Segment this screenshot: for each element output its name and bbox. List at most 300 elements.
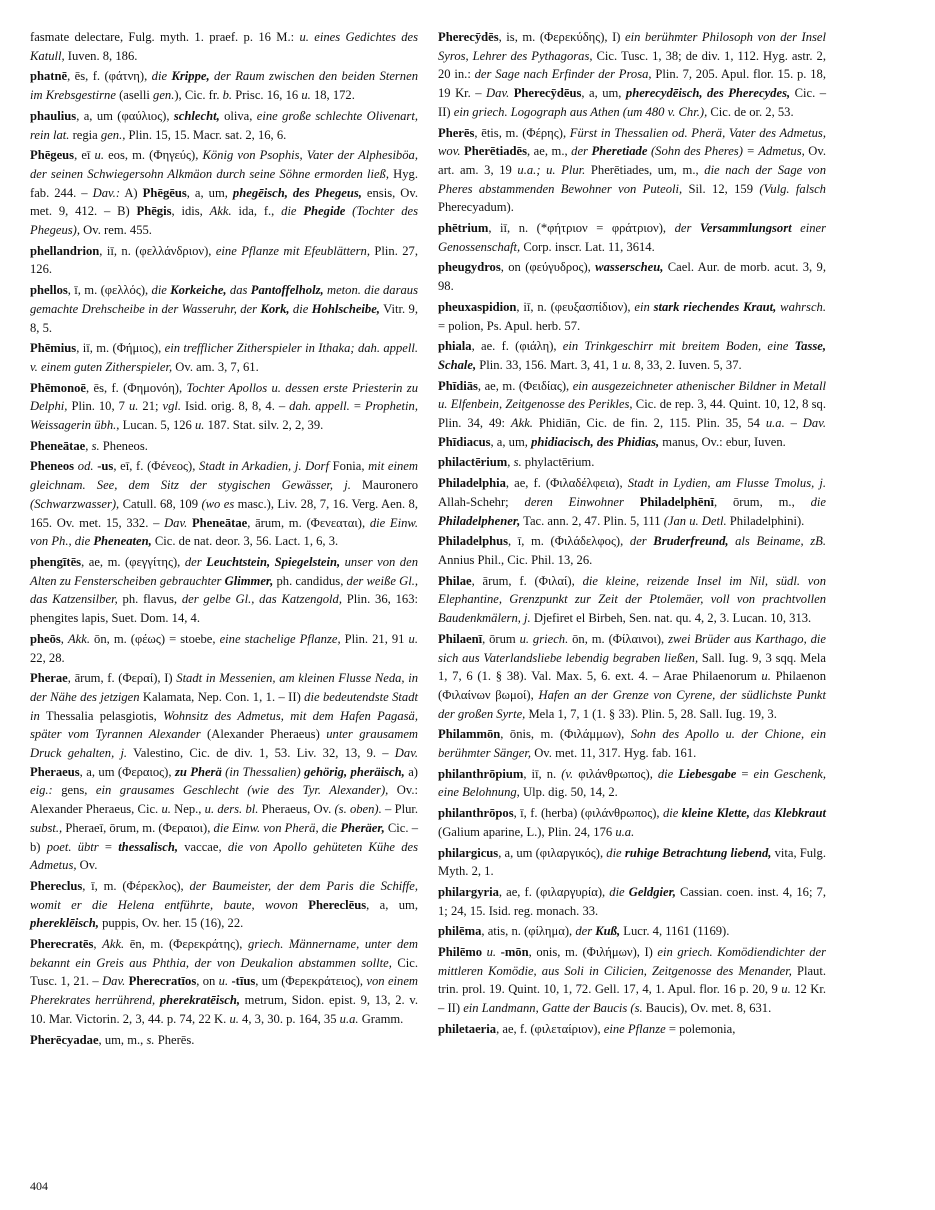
dictionary-entry bbox=[438, 844, 826, 881]
entry-text: u. bbox=[161, 802, 171, 817]
entry-text: ein grausames Geschlecht (wie des Tyr. Alexander), bbox=[95, 783, 389, 798]
entry-text: , a, um, bbox=[186, 185, 233, 200]
entry-headword: Phīdiās bbox=[438, 378, 478, 393]
entry-text: Allah-Schehr; bbox=[438, 494, 525, 509]
dictionary-entry bbox=[30, 281, 418, 337]
entry-text: poet. übtr bbox=[46, 839, 99, 854]
entry-headword: Pherēs bbox=[438, 125, 475, 140]
entry-text: Sil. 12, 159 bbox=[682, 181, 760, 196]
entry-text: Cic. de rep. 3, 44. Quint. 10, 12, 8 sq. Plin. 34, 49: bbox=[438, 397, 827, 431]
entry-text: vaccae, bbox=[178, 839, 228, 854]
entry-text: vgl. bbox=[162, 399, 182, 414]
entry-text: u. ders. bl. bbox=[204, 802, 259, 817]
entry-text: (v. bbox=[561, 766, 574, 781]
entry-text: Pheraeī, ōrum, m. (Φεραιοι), bbox=[62, 820, 214, 835]
entry-text: meton. die daraus gemachte Drehscheibe in der Wasseruhr, der bbox=[30, 283, 418, 316]
entry-text: , ae, f. (φιλεταίριον), bbox=[496, 1021, 604, 1036]
entry-text: phylactērium. bbox=[521, 455, 595, 470]
entry-text: der gelbe Gl., das Katzengold, bbox=[181, 592, 342, 607]
entry-headword: Pheneos bbox=[30, 459, 75, 474]
entry-text: gehörig, pheräisch, bbox=[304, 764, 405, 779]
dictionary-entry bbox=[30, 935, 418, 1029]
entry-text: der bbox=[575, 924, 596, 939]
entry-text: 22, 28. bbox=[30, 650, 65, 665]
entry-text: Pheneaten, bbox=[93, 534, 152, 549]
entry-text: gens, bbox=[52, 783, 96, 798]
entry-text: – Plur. bbox=[381, 802, 419, 817]
entry-headword: phiala bbox=[438, 339, 472, 354]
entry-text: , a, um, bbox=[366, 897, 418, 912]
entry-text: 187. Stat. silv. 2, 2, 39. bbox=[204, 418, 324, 433]
entry-headword: philetaeria bbox=[438, 1021, 497, 1036]
entry-text: , bbox=[60, 631, 68, 646]
entry-headword: Philadelphia bbox=[438, 476, 506, 491]
entry-text: , ārum, m. (Φενεαται), bbox=[247, 515, 370, 530]
entry-text: Plin. 36, 163: phengites lapis, Suet. Dom. 14, 4. bbox=[30, 592, 418, 626]
entry-text: s. bbox=[146, 1032, 155, 1047]
entry-text: b. bbox=[222, 88, 233, 103]
entry-text: , a, um, bbox=[490, 434, 532, 449]
entry-text: , ārum, f. (Φεραί), I) bbox=[67, 671, 177, 686]
dictionary-entry bbox=[30, 28, 418, 65]
entry-headword: Pherētiadēs bbox=[464, 144, 527, 159]
entry-text: ein berühmter Philosoph von der Insel Syros, Lehrer des Pythagoras, bbox=[438, 30, 826, 63]
entry-text: das Katzensilber, bbox=[30, 592, 118, 607]
entry-text: Plin. 10, 7 bbox=[67, 399, 129, 414]
entry-text: unser von den Alten zu Fensterscheiben gebrauchter bbox=[30, 554, 418, 588]
entry-text: (Sohn des Pheres) = Admetus, bbox=[647, 144, 805, 159]
entry-text: (in Thessalien) bbox=[221, 764, 305, 779]
entry-text: Cic. – II) bbox=[438, 86, 827, 119]
entry-text: phereklēisch, bbox=[30, 916, 99, 931]
entry-text: 21; bbox=[138, 399, 163, 414]
entry-text: ph. flavus, bbox=[117, 592, 182, 607]
entry-text: , eī bbox=[74, 148, 95, 163]
entry-text: regia bbox=[69, 127, 101, 142]
entry-headword: Phēgēus bbox=[142, 185, 187, 200]
entry-text: dah. appell. bbox=[289, 399, 350, 414]
entry-text: Liebesgabe bbox=[678, 766, 737, 781]
entry-text: ensis, Ov. met. 9, 412. – B) bbox=[30, 185, 419, 219]
entry-text: Cic. de nat. deor. 3, 56. Lact. 1, 6, 3. bbox=[151, 534, 339, 549]
entry-text: Kuß, bbox=[595, 924, 621, 939]
entry-headword: Philadelphēnī bbox=[639, 494, 714, 509]
entry-text: , on (φεύγυδρος), bbox=[500, 260, 596, 275]
entry-text: ein griech. Komödiendichter der mittleren Komödie, aus Soli in Cilicien, Zeitgenosse des Menander, bbox=[438, 945, 826, 978]
entry-text: Dav.: bbox=[92, 185, 121, 200]
entry-text: die bbox=[151, 283, 171, 298]
entry-text: , bbox=[93, 937, 103, 952]
entry-text: , a, um (φιλαργικός), bbox=[498, 845, 607, 860]
entry-text: Pantoffelholz, bbox=[250, 283, 324, 298]
entry-text: der bbox=[629, 534, 654, 549]
entry-text: u. bbox=[781, 982, 791, 997]
entry-text: der bbox=[184, 554, 207, 569]
dictionary-entry bbox=[438, 943, 826, 1018]
entry-text: , ī, m. (Φιλάδελφος), bbox=[508, 534, 630, 549]
entry-text: u. bbox=[301, 88, 311, 103]
entry-text: Tac. ann. 2, 47. Plin. 5, 111 bbox=[520, 513, 664, 528]
entry-text: (s. oben). bbox=[334, 802, 382, 817]
entry-text: , ae, f. (φιλαργυρία), bbox=[498, 884, 610, 899]
entry-text: , um, m., bbox=[98, 1032, 147, 1047]
entry-headword: Phereclēus bbox=[308, 897, 367, 912]
dictionary-entry bbox=[438, 1020, 826, 1039]
dictionary-entry bbox=[438, 298, 826, 335]
entry-text: (Tochter des Phegeus), bbox=[30, 204, 418, 238]
entry-text: Fürst in Thessalien od. Pherä, Vater des Admetus, wov. bbox=[438, 125, 826, 159]
entry-text: ōn, m. (Φίλαινοι), bbox=[568, 631, 669, 646]
entry-text: von einem Pherekrates herrührend, bbox=[30, 974, 419, 1008]
entry-text: eine stachelige Pflanze, bbox=[219, 631, 341, 646]
dictionary-entry bbox=[30, 669, 418, 875]
entry-text: phidiacisch, des Phidias, bbox=[531, 434, 660, 449]
entry-text: die bbox=[151, 69, 172, 84]
entry-text: u.a. bbox=[615, 824, 635, 839]
dictionary-entry bbox=[438, 258, 826, 295]
entry-headword: Philae bbox=[438, 573, 472, 588]
entry-text: puppis, Ov. her. 15 (16), 22. bbox=[98, 916, 244, 931]
entry-text: Bruderfreund, bbox=[653, 534, 729, 549]
entry-headword: Philaenī bbox=[438, 631, 483, 646]
entry-headword: pheuxaspidion bbox=[438, 299, 517, 314]
entry-headword: Philēmo bbox=[438, 945, 483, 960]
entry-text: Plin. 21, 91 bbox=[340, 631, 409, 646]
entry-text: die bbox=[662, 806, 682, 821]
dictionary-entry bbox=[438, 630, 826, 724]
entry-text: Ov. rem. 455. bbox=[80, 223, 152, 238]
entry-text: Kork, bbox=[260, 301, 290, 316]
entry-text: Kalamata, Nep. Con. 1, 1. – II) bbox=[139, 689, 305, 704]
entry-text: die bbox=[281, 204, 304, 219]
entry-text: die bbox=[606, 845, 625, 860]
entry-text: Pheraeus, Ov. bbox=[258, 802, 335, 817]
entry-headword: phellandrion bbox=[30, 243, 100, 258]
entry-text: Stadt in Arkadien, j. Dorf bbox=[199, 459, 329, 474]
entry-text: Ov. am. 3, 7, 61. bbox=[172, 359, 259, 374]
entry-text: Versammlungsort bbox=[699, 221, 792, 236]
entry-text: Gramm. bbox=[358, 1011, 404, 1026]
entry-text: die bbox=[657, 766, 679, 781]
entry-text: Plin. 15, 15. Macr. sat. 2, 16, 6. bbox=[125, 127, 287, 142]
entry-text: Hyg. fab. 244. – bbox=[30, 166, 418, 200]
entry-headword: Pheneātae bbox=[30, 438, 86, 453]
dictionary-entry bbox=[30, 1031, 418, 1050]
entry-text: , ōrum bbox=[482, 631, 520, 646]
entry-headword: -mōn bbox=[500, 945, 529, 960]
entry-text: 12 Kr. – II) bbox=[438, 982, 826, 1016]
entry-text: die bbox=[810, 494, 826, 509]
entry-text: Phidiān, Cic. de fin. 2, 115. Plin. 35, 54 bbox=[532, 416, 766, 431]
entry-headword: Pherecȳdēs bbox=[438, 30, 499, 44]
entry-text: Lucr. 4, 1161 (1169). bbox=[620, 924, 730, 939]
entry-text: (wo es bbox=[201, 496, 235, 511]
entry-text: , bbox=[507, 455, 514, 470]
entry-text: schlecht, bbox=[173, 108, 220, 123]
entry-text: , bbox=[85, 438, 92, 453]
entry-text: u. bbox=[408, 631, 418, 646]
dictionary-entry bbox=[438, 377, 826, 452]
entry-text: König von Psophis, Vater der Alphesiböa, der seinen Schwiegersohn Alkmäon durch seine Söhne ermorden ließ, bbox=[30, 148, 418, 181]
dictionary-entry bbox=[438, 922, 826, 941]
entry-text: phegēisch, des Phegeus, bbox=[232, 185, 362, 200]
entry-headword: -tīus bbox=[231, 974, 256, 989]
entry-text: , eī, f. (Φένεος), bbox=[113, 459, 200, 474]
dictionary-entry bbox=[30, 339, 418, 376]
entry-text: Wohnsitz des Admetus, mit dem Hafen Pagasä, später vom Tyrannen Alexander bbox=[30, 708, 418, 742]
entry-headword: pheōs bbox=[30, 631, 61, 646]
entry-headword: phaulius bbox=[30, 108, 77, 123]
entry-text: , a, um (Φεραιος), bbox=[79, 764, 175, 779]
dictionary-entry bbox=[438, 532, 826, 569]
entry-headword: philanthrōpium bbox=[438, 766, 524, 781]
dictionary-entry bbox=[438, 453, 826, 472]
entry-text: = polemonia, bbox=[665, 1021, 736, 1036]
entry-text: , iī, n. (*φήτριον = φράτριον), bbox=[488, 221, 675, 236]
entry-text: eine Pflanze bbox=[603, 1021, 666, 1036]
entry-text: Dav. bbox=[164, 515, 188, 530]
entry-text: u. bbox=[229, 1011, 239, 1026]
entry-text: die nach der Sage von Pheres abstammenden Bewohner von Puteoli, bbox=[438, 162, 826, 196]
entry-text: Plaut. trin. prol. 19. Quint. 10, 1, 72. Gell. 17, 4, 1. Apul. flor. 16 p. 20, 9 bbox=[438, 963, 827, 997]
entry-text: 18, 172. bbox=[310, 88, 355, 103]
entry-text: griech. Männername, unter dem bekannt ein Greis aus Phthia, der von Deukalion abstammen sollte, bbox=[30, 937, 418, 970]
entry-text: , ēs, f. (φάτνη), bbox=[67, 69, 152, 84]
entry-text: oliva, bbox=[219, 108, 257, 123]
entry-text: Isid. orig. 8, 8, 4. – bbox=[181, 399, 290, 414]
entry-headword: Pherēcyadae bbox=[30, 1032, 99, 1047]
entry-text: der Raum zwischen den beiden Sternen im Krebsgestirne bbox=[30, 69, 418, 103]
entry-headword: Phēmius bbox=[30, 341, 77, 356]
entry-headword: Philammōn bbox=[438, 727, 501, 742]
entry-headword: phellos bbox=[30, 283, 68, 298]
entry-text: Cic. Tusc. 1, 21. – bbox=[30, 955, 418, 989]
entry-text: (aselli bbox=[115, 88, 154, 103]
right-column bbox=[438, 28, 826, 1041]
entry-text: Philaenon (Φιλαίνων βωμοί), bbox=[438, 669, 826, 702]
dictionary-entry bbox=[438, 219, 826, 256]
dictionary-entry bbox=[30, 630, 418, 667]
entry-text: Nep., bbox=[170, 802, 205, 817]
entry-headword: philanthrōpos bbox=[438, 806, 514, 821]
dictionary-entry bbox=[438, 337, 826, 374]
entry-text: die Einw. von Ph., die bbox=[30, 515, 418, 549]
entry-text: s. bbox=[513, 455, 522, 470]
dictionary-entry bbox=[30, 379, 418, 435]
entry-text: , iī, n. (φελλάνδριον), bbox=[99, 243, 216, 258]
entry-text: Corp. inscr. Lat. 11, 3614. bbox=[520, 239, 655, 254]
entry-text: Tasse, Schale, bbox=[438, 339, 826, 372]
entry-text: u. bbox=[128, 399, 139, 414]
entry-text: Dav. bbox=[394, 746, 418, 761]
entry-headword: Phēgeus bbox=[30, 148, 75, 163]
entry-text: u.a. bbox=[765, 416, 785, 431]
entry-text: A) bbox=[120, 185, 143, 200]
entry-text: Lucan. 5, 126 bbox=[119, 418, 195, 433]
entry-text: , ī, f. (herba) (φιλάνθρωπος), bbox=[513, 806, 663, 821]
entry-text: Glimmer, bbox=[224, 573, 274, 588]
entry-text: Dav. bbox=[486, 86, 510, 101]
entry-text: Sohn des Apollo u. der Chione, ein berühmter Sänger, bbox=[438, 727, 826, 761]
entry-text: eig.: bbox=[30, 783, 53, 798]
entry-text: , iī, n. bbox=[523, 766, 562, 781]
entry-text: , ētis, m. (Φέρης), bbox=[474, 125, 570, 140]
entry-text: Ov. bbox=[76, 858, 98, 873]
entry-text: ruhige Betrachtung liebend, bbox=[624, 845, 772, 860]
entry-text: Hohlscheibe, bbox=[311, 301, 380, 316]
entry-text: eine Pflanze mit Efeublättern, bbox=[215, 243, 370, 258]
entry-headword: phētrium bbox=[438, 221, 489, 236]
entry-text: , ae, m. (Φειδίας), bbox=[477, 378, 573, 393]
entry-headword: philactērium bbox=[438, 455, 508, 470]
entry-text: das bbox=[749, 806, 775, 821]
entry-text: = bbox=[98, 839, 119, 854]
entry-text: die Einw. von Pherä, die bbox=[213, 820, 341, 835]
entry-text: , a, um, bbox=[581, 86, 626, 101]
dictionary-entry bbox=[30, 107, 418, 144]
entry-text: , um (Φερεκράτειος), bbox=[255, 974, 367, 989]
entry-text: Pheneos. bbox=[99, 438, 148, 453]
entry-text: Akk. bbox=[67, 631, 91, 646]
entry-text: der bbox=[674, 221, 700, 236]
entry-text: Dav. bbox=[802, 416, 826, 431]
entry-text: wahrsch. bbox=[776, 299, 826, 314]
entry-text: Stadt in Lydien, am Flusse Tmolus, j. bbox=[627, 476, 826, 491]
entry-text: die bedeutendste Stadt in bbox=[30, 689, 418, 723]
dictionary-entry bbox=[438, 28, 826, 122]
entry-text: Pherēs. bbox=[154, 1032, 195, 1047]
entry-text: ēn, m. (Φερεκράτης), bbox=[124, 937, 249, 952]
entry-headword: Phereclus bbox=[30, 878, 83, 893]
entry-text: , iī, n. (φευξασπίδιον), bbox=[516, 299, 635, 314]
entry-headword: pheugydros bbox=[438, 260, 501, 275]
entry-text: 8, 33, 2. Iuven. 5, 37. bbox=[631, 357, 742, 372]
entry-text: s. bbox=[91, 438, 100, 453]
entry-text: die bbox=[289, 301, 312, 316]
entry-text: 4, 3, 30. p. 164, 35 bbox=[238, 1011, 340, 1026]
entry-headword: Phīdiacus bbox=[438, 434, 491, 449]
entry-text: Baucis), Ov. met. 8, 631. bbox=[642, 1001, 772, 1016]
entry-text: das bbox=[226, 283, 251, 298]
entry-text: Thessalia pelasgiotis, bbox=[39, 708, 164, 723]
entry-text: Prisc. 16, 16 bbox=[232, 88, 302, 103]
entry-text: u. bbox=[195, 418, 205, 433]
entry-text: , ī, m. (φελλός), bbox=[67, 283, 152, 298]
entry-text: (Jan u. Detl. bbox=[663, 513, 727, 528]
entry-text: unter grausamem Druck gehalten, j. bbox=[30, 727, 418, 761]
entry-text: ein Trinkgeschirr mit breitem Boden, eine bbox=[562, 339, 795, 354]
entry-text: Plin. 33, 156. Mart. 3, 41, 1 bbox=[476, 357, 622, 372]
entry-text: Krippe, bbox=[171, 69, 210, 84]
entry-text: Leuchtstein, Spiegelstein, bbox=[206, 554, 341, 569]
entry-headword: Pherae bbox=[30, 671, 68, 686]
dictionary-entry bbox=[30, 877, 418, 933]
entry-text: der Baumeister, der dem Paris die Schiffe, womit er die Helena entführte, baute, wovon bbox=[30, 878, 418, 912]
entry-text: Annius Phil., Cic. Phil. 13, 26. bbox=[438, 552, 593, 567]
entry-text: = polion, Ps. Apul. herb. 57. bbox=[438, 318, 581, 333]
entry-text: ōn, m. (φέως) = stoebe, bbox=[90, 631, 220, 646]
entry-headword: Philadelphus bbox=[438, 534, 508, 549]
entry-text: Klebkraut bbox=[774, 806, 826, 821]
entry-text: Djefiret el Birbeh, Sen. nat. qu. 4, 2, 3. Lucan. 10, 313. bbox=[530, 611, 812, 626]
entry-headword: Pherecratīos bbox=[128, 974, 197, 989]
entry-text: Sall. Iug. 9, 3 sqq. Mela 1, 7, 6 (1. § 38). Val. Max. 5, 6. ext. 4. – Arae Philaenorum bbox=[438, 650, 826, 684]
entry-headword: philēma bbox=[438, 924, 482, 939]
entry-text: subst., bbox=[30, 820, 63, 835]
entry-text: Pherecyadum). bbox=[438, 200, 514, 215]
entry-headword: Pherecratēs bbox=[30, 937, 94, 952]
entry-text: u.a. bbox=[339, 1011, 359, 1026]
dictionary-entry bbox=[438, 474, 826, 530]
entry-text: , ōnis, m. (Φιλάμμων), bbox=[500, 727, 631, 742]
entry-text: (Vulg. falsch bbox=[759, 181, 826, 196]
entry-text: Akk. bbox=[102, 937, 125, 952]
entry-text: , ae, m. (φεγγίτης), bbox=[81, 554, 185, 569]
entry-text: Plin. 27, 126. bbox=[30, 243, 418, 277]
entry-text: fasmate delectare, Fulg. myth. 1. praef. p. 16 M.: bbox=[30, 30, 300, 44]
entry-text: Plin. 7, 205. Apul. flor. 15. p. 18, 19 Kr. – bbox=[438, 67, 826, 101]
entry-text: Cic. Tusc. 1, 38; de div. 1, 112. Hyg. astr. 2, 20 in.: bbox=[438, 48, 826, 82]
entry-text: , onis, m. (Φιλήμων), I) bbox=[528, 945, 658, 960]
entry-text: wasserscheu, bbox=[595, 260, 664, 275]
left-column bbox=[30, 28, 418, 1051]
entry-text: Geldgier, bbox=[628, 884, 676, 899]
entry-text: , is, m. (Φερεκύδης), I) bbox=[498, 30, 625, 44]
entry-text: Dav. bbox=[102, 974, 126, 989]
entry-text: Mauronero bbox=[350, 478, 418, 493]
entry-text: , idis, bbox=[171, 204, 210, 219]
entry-text: Pheretiade bbox=[591, 144, 648, 159]
page-number: 404 bbox=[30, 1179, 48, 1193]
entry-text: od. bbox=[77, 459, 94, 474]
entry-headword: phatnē bbox=[30, 69, 68, 84]
entry-text: , ī, m. (Φέρεκλος), bbox=[82, 878, 190, 893]
entry-text: ein griech. Logograph aus Athen (um 480 v. Chr.), bbox=[453, 104, 708, 119]
entry-text: Pherētiades, um, m., bbox=[585, 162, 705, 177]
entry-text: vita, Fulg. Myth. 2, 1. bbox=[438, 845, 827, 879]
entry-text: Mela 1, 7, 1 (1. § 33). Plin. 5, 28. Sall. Iug. 19, 3. bbox=[525, 706, 777, 721]
entry-text: pherekratēisch, bbox=[159, 993, 240, 1008]
entry-headword: Pherecȳdēus bbox=[513, 86, 582, 101]
entry-headword: philargyria bbox=[438, 884, 499, 899]
entry-text: Fonia, bbox=[328, 459, 369, 474]
entry-text: , ae, m., bbox=[526, 144, 572, 159]
dictionary-entry bbox=[438, 804, 826, 841]
entry-text: Cassian. coen. inst. 4, 16; 7, 1; 24, 15. Isid. reg. monach. 33. bbox=[438, 884, 826, 918]
entry-text: Vitr. 9, 8, 5. bbox=[30, 301, 418, 335]
entry-text: a) bbox=[404, 764, 418, 779]
entry-text: (Schwarzwasser), bbox=[30, 496, 120, 511]
entry-text: mit einem gleichnam. See, dem Sitz der stygischen Gewässer, j. bbox=[30, 459, 418, 493]
entry-text: Phegide bbox=[303, 204, 346, 219]
entry-text: Stadt in Messenien, am kleinen Flusse Neda, in der Nähe des jetzigen bbox=[30, 671, 419, 704]
entry-text: (Alexander Pheraeus) bbox=[200, 727, 327, 742]
dictionary-entry bbox=[438, 124, 826, 218]
entry-text: Tochter Apollos u. dessen erste Priesterin zu Delphi, bbox=[30, 380, 418, 414]
dictionary-entry bbox=[30, 242, 418, 279]
dictionary-entry bbox=[30, 437, 418, 456]
entry-text: ein trefflicher Zitherspieler in Ithaka; dah. appell. v. einem guten Zitherspieler, bbox=[30, 341, 418, 374]
dictionary-entry bbox=[30, 67, 418, 104]
entry-text: ein bbox=[634, 299, 654, 314]
dictionary-entry bbox=[30, 457, 418, 551]
entry-text: Philadelphener, bbox=[438, 513, 521, 528]
dictionary-entry bbox=[438, 883, 826, 920]
entry-text: Prophetin, Weissagerin übh., bbox=[30, 399, 418, 433]
entry-text: ida, f., bbox=[231, 204, 282, 219]
entry-headword: phengītēs bbox=[30, 554, 82, 569]
entry-text: u.a.; u. Plur. bbox=[517, 162, 586, 177]
